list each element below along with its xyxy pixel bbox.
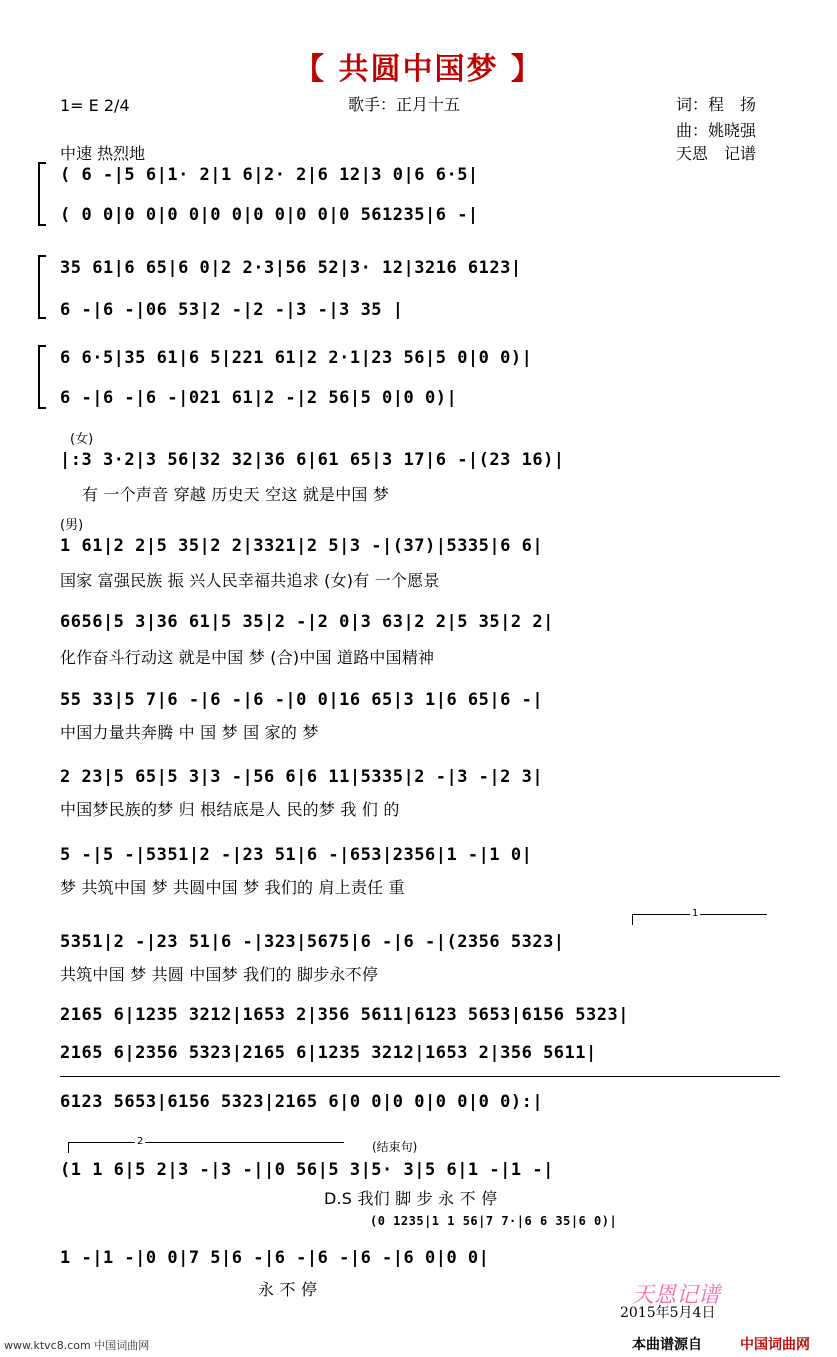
system-brace [38,345,46,409]
lyrics-line: 国家 富强民族 振 兴人民幸福共追求 (女)有 一个愿景 [60,571,440,590]
lyrics-line: D.S 我们 脚 步 永 不 停 [324,1189,498,1208]
voice-label: (男) [60,518,84,533]
score-row: 5 -|5 -|5351|2 -|23 51|6 -|653|2356|1 -|1 0| [60,845,533,865]
footer-source-label: 本曲谱源自 [632,1337,702,1353]
score-row: 6 -|6 -|06 53|2 -|2 -|3 -|3 35 | [60,300,404,320]
date: 2015年5月4日 [620,1305,716,1321]
score-row: (0 1235|1 1 56|7 7·|6 6 35|6 0)| [370,1214,618,1228]
score-row: ( 0 0|0 0|0 0|0 0|0 0|0 0|0 561235|6 -| [60,205,479,225]
score-row: 1 -|1 -|0 0|7 5|6 -|6 -|6 -|6 -|6 0|0 0| [60,1248,490,1268]
voice-label: (女) [70,432,94,447]
score-row: 35 61|6 65|6 0|2 2·3|56 52|3· 12|3216 6123| [60,258,522,278]
footer-site: www.ktvc8.com 中国词曲网 [4,1339,150,1352]
volta-bracket [68,1142,344,1153]
volta-number: 1 [692,908,699,919]
score-row: 1 61|2 2|5 35|2 2|3321|2 5|3 -|(37)|5335|6 6| [60,536,544,556]
composer-credit: 曲：姚晓强 [676,121,757,140]
page-title: 【 共圆中国梦 】 [294,52,543,87]
coda-label: (结束句) [372,1140,418,1154]
tempo-marking: 中速 热烈地 [60,144,146,163]
system-brace [38,162,46,226]
lyrics-line: 化作奋斗行动这 就是中国 梦 (合)中国 道路中国精神 [60,648,435,667]
score-row: 55 33|5 7|6 -|6 -|6 -|0 0|16 65|3 1|6 65|6 -| [60,690,544,710]
score-row: 6656|5 3|36 61|5 35|2 -|2 0|3 63|2 2|5 35|2 2| [60,612,554,632]
lyrics-line: 永 不 停 [258,1280,318,1299]
lyrics-line: 有 一个声音 穿越 历史天 空这 就是中国 梦 [82,485,390,504]
score-row: 5351|2 -|23 51|6 -|323|5675|6 -|6 -|(2356 5323| [60,932,565,952]
key-signature: 1= E 2/4 [60,96,130,115]
divider [60,1076,780,1077]
score-row: 6 -|6 -|6 -|021 61|2 -|2 56|5 0|0 0)| [60,388,458,408]
score-row: |:3 3·2|3 56|32 32|36 6|61 65|3 17|6 -|(23 16)| [60,450,565,470]
transcriber-stamp: 天恩记谱 [632,1283,721,1308]
lyricist-credit: 词：程 扬 [676,95,757,114]
lyrics-line: 中国梦民族的梦 归 根结底是人 民的梦 我 们 的 [60,800,400,819]
system-brace [38,255,46,319]
volta-number: 2 [137,1136,144,1147]
singer-credit: 歌手：正月十五 [348,95,461,114]
score-row: 6 6·5|35 61|6 5|221 61|2 2·1|23 56|5 0|0 0)| [60,348,533,368]
score-row: 6123 5653|6156 5323|2165 6|0 0|0 0|0 0|0 0):| [60,1092,544,1112]
lyrics-line: 中国力量共奔腾 中 国 梦 国 家的 梦 [60,723,319,742]
score-row: ( 6 -|5 6|1· 2|1 6|2· 2|6 12|3 0|6 6·5| [60,165,479,185]
score-row: 2 23|5 65|5 3|3 -|56 6|6 11|5335|2 -|3 -|2 3| [60,767,544,787]
score-row: 2165 6|1235 3212|1653 2|356 5611|6123 5653|6156 5323| [60,1005,629,1025]
score-row: (1 1 6|5 2|3 -|3 -||0 56|5 3|5· 3|5 6|1 -|1 -| [60,1160,554,1180]
lyrics-line: 梦 共筑中国 梦 共圆中国 梦 我们的 肩上责任 重 [60,878,405,897]
lyrics-line: 共筑中国 梦 共圆 中国梦 我们的 脚步永不停 [60,965,379,984]
transcriber-credit: 天恩 记谱 [676,144,757,163]
score-row: 2165 6|2356 5323|2165 6|1235 3212|1653 2|356 5611| [60,1043,597,1063]
footer-source-site: 中国词曲网 [740,1337,810,1353]
